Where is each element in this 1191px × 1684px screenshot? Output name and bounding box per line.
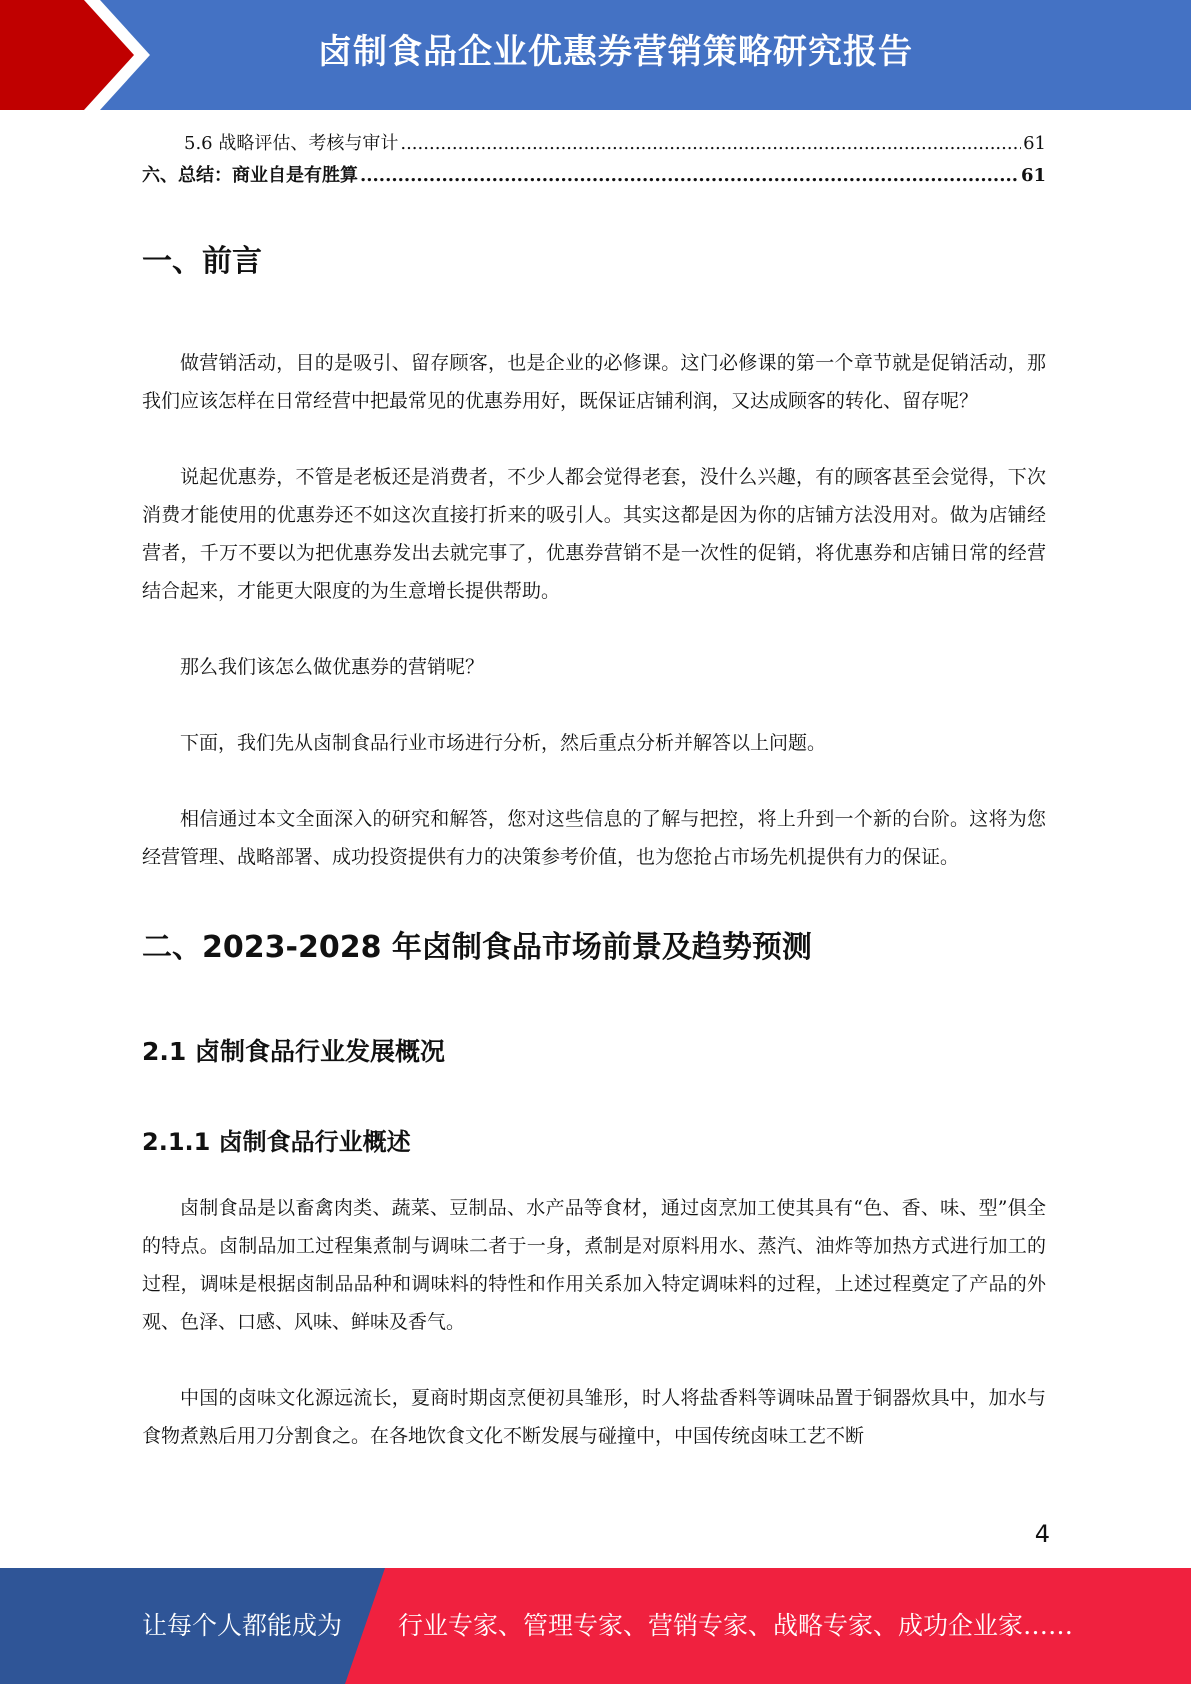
toc-entry-label: 5.6 战略评估、考核与审计 xyxy=(184,133,399,154)
toc-entry-page: 61 xyxy=(1020,165,1046,186)
subsection-heading-2-1: 2.1 卤制食品行业发展概况 xyxy=(142,1037,445,1066)
section-heading-chapter-2: 二、2023-2028 年卤制食品市场前景及趋势预测 xyxy=(142,930,812,965)
footer-slogan-left: 让每个人都能成为 xyxy=(142,1611,343,1640)
paragraph: 那么我们该怎么做优惠券的营销呢？ xyxy=(180,656,485,678)
toc-entry[interactable] xyxy=(142,128,1046,160)
toc-entry-label: 六、总结：商业自是有胜算 xyxy=(142,165,358,186)
paragraph: 做营销活动，目的是吸引、留存顾客，也是企业的必修课。这门必修课的第一个章节就是促销活动，那我们应该怎样在日常经营中把最常见的优惠券用好，既保证店铺利润，又达成顾客的转化、留存呢？ xyxy=(142,352,1046,412)
section-heading-preface: 一、前言 xyxy=(142,244,262,279)
paragraph: 相信通过本文全面深入的研究和解答，您对这些信息的了解与把控，将上升到一个新的台阶。这将为您经营管理、战略部署、成功投资提供有力的决策参考价值，也为您抢占市场先机提供有力的保证。 xyxy=(142,808,1046,868)
footer-slogan-right: 行业专家、管理专家、营销专家、战略专家、成功企业家…… xyxy=(398,1611,1074,1640)
toc-leader-dots xyxy=(400,128,1021,160)
header-banner xyxy=(0,0,1191,110)
red-arrow-icon xyxy=(0,0,160,110)
footer-banner xyxy=(0,1568,1191,1684)
toc-entry[interactable] xyxy=(142,160,1046,192)
subsection-heading-2-1-1: 2.1.1 卤制食品行业概述 xyxy=(142,1128,411,1156)
page-number: 4 xyxy=(1034,1520,1050,1548)
paragraph: 说起优惠券，不管是老板还是消费者，不少人都会觉得老套，没什么兴趣，有的顾客甚至会觉得，下次消费才能使用的优惠券还不如这次直接打折来的吸引人。其实这都是因为你的店铺方法没用对。做为店铺经营者，千万不要以为把优惠券发出去就完事了，优惠券营销不是一次性的促销，将优惠券和店铺日常的经营结合起来，才能更大限度的为生意增长提供帮助。 xyxy=(142,466,1046,602)
paragraph: 卤制食品是以畜禽肉类、蔬菜、豆制品、水产品等食材，通过卤烹加工使其具有“色、香、味、型”俱全的特点。卤制品加工过程集煮制与调味二者于一身，煮制是对原料用水、蒸汽、油炸等加热方式进行加工的过程，调味是根据卤制品品种和调味料的特性和作用关系加入特定调味料的过程，上述过程奠定了产品的外观、色泽、口感、风味、鲜味及香气。 xyxy=(142,1197,1046,1333)
toc-leader-dots xyxy=(360,160,1019,192)
paragraph: 中国的卤味文化源远流长，夏商时期卤烹便初具雏形，时人将盐香料等调味品置于铜器炊具中，加水与食物煮熟后用刀分割食之。在各地饮食文化不断发展与碰撞中，中国传统卤味工艺不断 xyxy=(142,1387,1046,1447)
paragraph: 下面，我们先从卤制食品行业市场进行分析，然后重点分析并解答以上问题。 xyxy=(180,732,827,754)
toc-entry-page: 61 xyxy=(1023,133,1046,154)
report-title: 卤制食品企业优惠券营销策略研究报告 xyxy=(318,32,913,72)
page-content xyxy=(142,128,1046,1455)
